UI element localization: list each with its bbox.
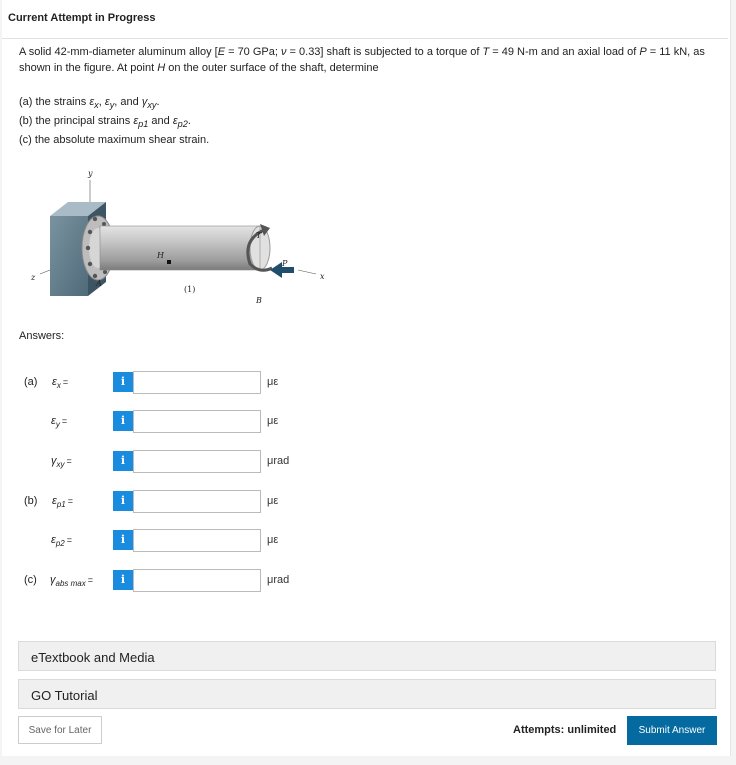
- label-x: x: [320, 272, 325, 281]
- symbol-gamma-absmax: $\gamma_{abs max}$ =: [50, 574, 93, 589]
- problem-text-3: = 0.33] shaft is subjected to a torque of: [286, 46, 483, 58]
- attempts-counter: Attempts: unlimited: [513, 724, 617, 736]
- answer-row-epsilon-p2: [2, 528, 402, 552]
- etextbook-accordion[interactable]: [18, 641, 716, 671]
- symbol-epsilon-p2: $\varepsilon_{p2}$ =: [51, 534, 73, 549]
- attempt-header: [2, 0, 728, 39]
- part-c-label: (c): [24, 574, 37, 586]
- problem-text-1: A solid 42-mm-diameter aluminum alloy [: [19, 46, 218, 58]
- epsilon-x-input[interactable]: [133, 371, 261, 394]
- unit-label: μrad: [267, 574, 290, 586]
- submit-answer-button[interactable]: Submit Answer: [627, 716, 717, 745]
- label-z: z: [31, 273, 36, 282]
- problem-text-2: = 70 GPa;: [225, 46, 281, 58]
- shaft-figure: [28, 166, 338, 312]
- symbol-gamma-xy: $\gamma_{xy}$ =: [51, 455, 72, 470]
- info-button[interactable]: i: [113, 451, 133, 471]
- question-page: [2, 0, 731, 756]
- epsilon-y-input[interactable]: [133, 410, 261, 433]
- info-button[interactable]: i: [113, 491, 133, 511]
- unit-label: με: [267, 534, 279, 546]
- unit-label: με: [267, 376, 279, 388]
- symbol-E: E: [217, 46, 226, 58]
- symbol-P: P: [639, 46, 647, 58]
- attempt-title: Current Attempt in Progress: [8, 12, 156, 24]
- problem-text-4: = 49 N-m and an axial load of: [489, 46, 640, 58]
- gamma-xy-input[interactable]: [133, 450, 261, 473]
- shaft-body: [100, 226, 270, 270]
- symbol-epsilon-p1: $\varepsilon_{p1}$ =: [52, 495, 74, 510]
- answer-row-epsilon-y: [2, 409, 402, 433]
- part-b-text: (b) the principal strains $\varepsilon_{p1}$ and $\varepsilon_{p2}$.: [19, 115, 191, 130]
- go-tutorial-accordion[interactable]: [18, 679, 716, 709]
- symbol-epsilon-x: $\varepsilon_x$ =: [52, 376, 69, 391]
- gamma-absmax-input[interactable]: [133, 569, 261, 592]
- problem-statement: [19, 44, 714, 76]
- answer-row-gamma-xy: [2, 449, 402, 473]
- etextbook-label: eTextbook and Media: [31, 650, 155, 665]
- symbol-epsilon-y: $\varepsilon_y$ =: [51, 415, 68, 430]
- label-y: y: [88, 169, 93, 178]
- info-button[interactable]: i: [113, 372, 133, 392]
- label-a: A: [96, 279, 102, 288]
- answer-row-gamma-absmax: [2, 568, 402, 592]
- epsilon-p2-input[interactable]: [133, 529, 261, 552]
- label-t: T: [256, 231, 262, 240]
- unit-label: μrad: [267, 455, 290, 467]
- problem-text-6: on the outer surface of the shaft, determine: [165, 62, 379, 74]
- info-button[interactable]: i: [113, 570, 133, 590]
- label-h: H: [157, 251, 164, 260]
- unit-label: με: [267, 495, 279, 507]
- part-c-text: (c) the absolute maximum shear strain.: [19, 134, 210, 147]
- part-b-label: (b): [24, 495, 38, 507]
- label-p: P: [282, 259, 288, 268]
- epsilon-p1-input[interactable]: [133, 490, 261, 513]
- save-for-later-button[interactable]: Save for Later: [18, 716, 102, 744]
- symbol-nu: ν: [280, 46, 287, 58]
- go-tutorial-label: GO Tutorial: [31, 688, 98, 703]
- info-button[interactable]: i: [113, 411, 133, 431]
- symbol-H: H: [157, 62, 166, 74]
- question-parts: [19, 94, 209, 148]
- symbol-T: T: [482, 46, 490, 58]
- part-a-label: (a): [24, 376, 38, 388]
- label-b: B: [256, 296, 262, 305]
- answer-row-epsilon-x: [2, 370, 402, 394]
- label-1: (1): [184, 285, 196, 294]
- part-a-text: (a) the strains $\varepsilon_x$, $\varepsilon_y$, and $\gamma_{xy}$.: [19, 96, 160, 111]
- problem-text-5: = 11 kN, as shown in the figure. At point: [19, 46, 705, 74]
- point-h-marker: [167, 260, 171, 264]
- answers-label: Answers:: [19, 330, 65, 342]
- unit-label: με: [267, 415, 279, 427]
- answer-row-epsilon-p1: [2, 489, 402, 513]
- info-button[interactable]: i: [113, 530, 133, 550]
